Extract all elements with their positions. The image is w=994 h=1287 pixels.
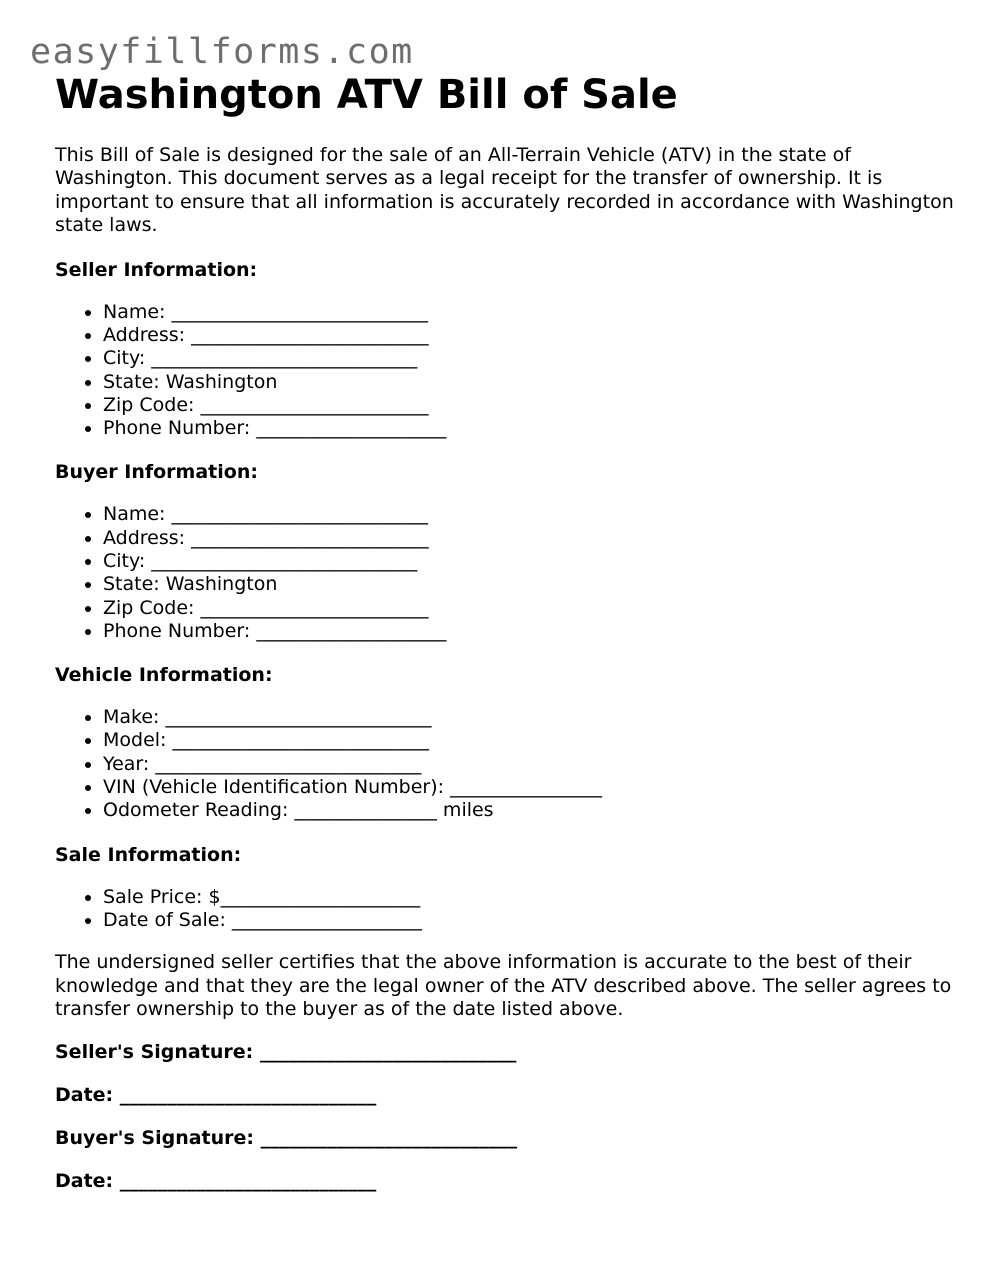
seller-phone-field[interactable]: Phone Number: ____________________ bbox=[103, 417, 955, 440]
vehicle-odometer-field[interactable]: Odometer Reading: _______________ miles bbox=[103, 799, 955, 822]
buyer-date-line[interactable]: Date: ___________________________ bbox=[55, 1170, 377, 1193]
vehicle-model-field[interactable]: Model: ___________________________ bbox=[103, 729, 955, 752]
certification-paragraph: The undersigned seller certifies that the above information is accurate to the best of their knowledge and that they are the legal owner of the ATV described above. The seller agrees to transfer ownership to the buyer as of the date listed above. bbox=[55, 951, 952, 1021]
buyer-section-heading: Buyer Information: bbox=[55, 461, 258, 484]
seller-zip-field[interactable]: Zip Code: ________________________ bbox=[103, 394, 955, 417]
buyer-city-field[interactable]: City: ____________________________ bbox=[103, 550, 955, 573]
page-title: Washington ATV Bill of Sale bbox=[55, 72, 678, 118]
buyer-zip-field[interactable]: Zip Code: ________________________ bbox=[103, 597, 955, 620]
sale-field-list bbox=[55, 886, 955, 933]
seller-city-field[interactable]: City: ____________________________ bbox=[103, 347, 955, 370]
vehicle-year-field[interactable]: Year: ____________________________ bbox=[103, 753, 955, 776]
buyer-address-field[interactable]: Address: _________________________ bbox=[103, 527, 955, 550]
buyer-signature-line[interactable]: Buyer's Signature: ___________________________ bbox=[55, 1127, 518, 1150]
buyer-name-field[interactable]: Name: ___________________________ bbox=[103, 503, 955, 526]
sale-section-heading: Sale Information: bbox=[55, 843, 242, 866]
seller-state-field: State: Washington bbox=[103, 371, 955, 394]
watermark: easyfillforms.com bbox=[30, 32, 414, 72]
seller-section-heading: Seller Information: bbox=[55, 258, 258, 281]
buyer-state-field: State: Washington bbox=[103, 573, 955, 596]
sale-date-field[interactable]: Date of Sale: ____________________ bbox=[103, 909, 955, 932]
buyer-phone-field[interactable]: Phone Number: ____________________ bbox=[103, 620, 955, 643]
sale-price-field[interactable]: Sale Price: $_____________________ bbox=[103, 886, 955, 909]
seller-name-field[interactable]: Name: ___________________________ bbox=[103, 301, 955, 324]
vehicle-section-heading: Vehicle Information: bbox=[55, 664, 273, 687]
document bbox=[55, 72, 955, 1193]
seller-date-line[interactable]: Date: ___________________________ bbox=[55, 1084, 377, 1107]
vehicle-field-list bbox=[55, 706, 955, 822]
seller-field-list bbox=[55, 301, 955, 441]
seller-address-field[interactable]: Address: _________________________ bbox=[103, 324, 955, 347]
seller-signature-line[interactable]: Seller's Signature: ___________________________ bbox=[55, 1041, 517, 1064]
vehicle-make-field[interactable]: Make: ____________________________ bbox=[103, 706, 955, 729]
vehicle-vin-field[interactable]: VIN (Vehicle Identification Number): ________________ bbox=[103, 776, 955, 799]
buyer-field-list bbox=[55, 503, 955, 643]
intro-paragraph: This Bill of Sale is designed for the sale of an All-Terrain Vehicle (ATV) in the state of Washington. This document serves as a legal receipt for the transfer of ownership. It is important to ensure that all information is accurately recorded in accordance with Washington state laws. bbox=[55, 144, 954, 237]
